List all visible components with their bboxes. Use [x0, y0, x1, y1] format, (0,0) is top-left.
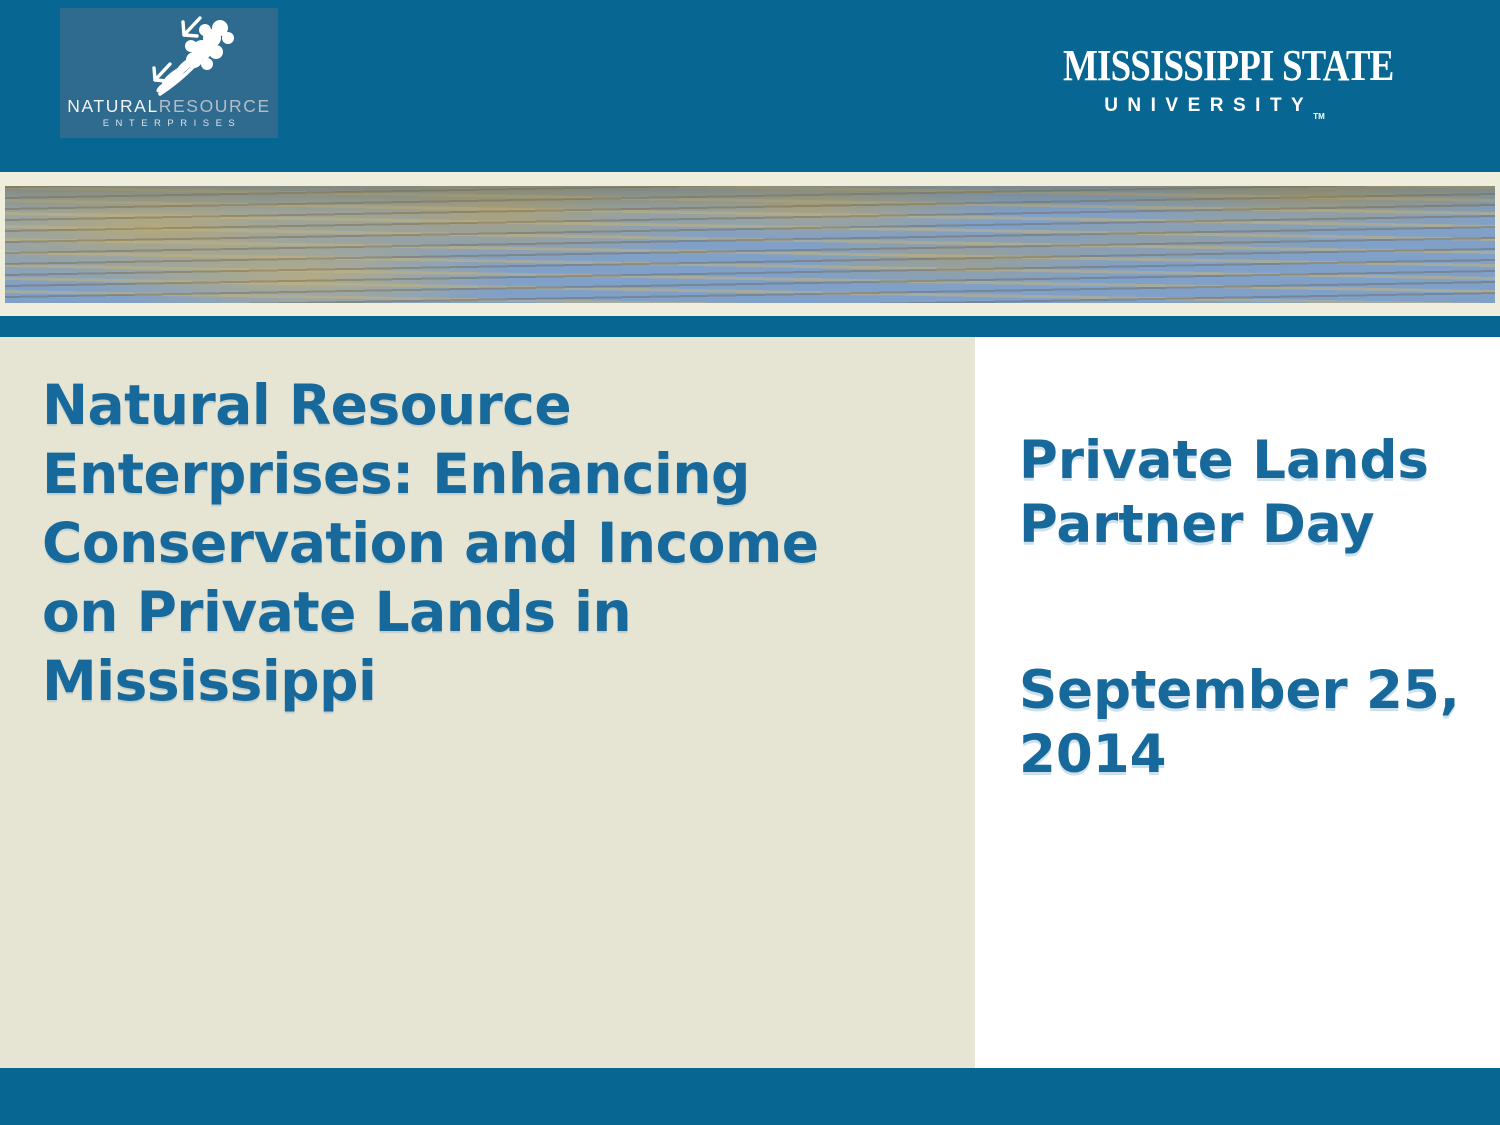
event-name [1019, 429, 1490, 557]
wetland-photo [5, 186, 1495, 303]
nre-word-natural: NATURAL [67, 96, 159, 116]
nre-word-enterprises: ENTERPRISES [102, 118, 242, 129]
title-line: Enterprises: Enhancing [42, 442, 750, 506]
trademark-symbol: TM [1313, 112, 1325, 121]
event-date-line: September 25, [1019, 660, 1460, 721]
footer-bar [0, 1068, 1500, 1125]
msu-wordmark-line1: MISSISSIPPI STATE [1063, 41, 1394, 90]
title-line: on Private Lands in [42, 580, 632, 644]
nre-word-resource: RESOURCE [158, 96, 271, 116]
event-name-line: Private Lands [1019, 430, 1429, 491]
title-line: Conservation and Income [42, 511, 819, 575]
slide-title [42, 371, 955, 716]
content-area [0, 337, 1500, 1068]
nre-wordmark [60, 97, 278, 115]
photo-band [0, 172, 1500, 316]
nre-logo [60, 8, 278, 138]
title-line: Natural Resource [42, 373, 572, 437]
event-date [1019, 659, 1490, 787]
msu-wordmark-line2: UNIVERSITY [1104, 95, 1314, 116]
header-banner [0, 0, 1500, 172]
msu-wordmark-line2-row [1035, 95, 1385, 121]
event-panel [975, 337, 1500, 1068]
nre-leaf-and-bird-tracks-icon [94, 12, 244, 96]
title-panel [0, 337, 975, 1068]
event-name-line: Partner Day [1019, 494, 1375, 555]
title-line: Mississippi [42, 649, 377, 713]
msu-logo [1035, 40, 1394, 121]
event-date-line: 2014 [1019, 724, 1167, 785]
divider-bar [0, 316, 1500, 337]
